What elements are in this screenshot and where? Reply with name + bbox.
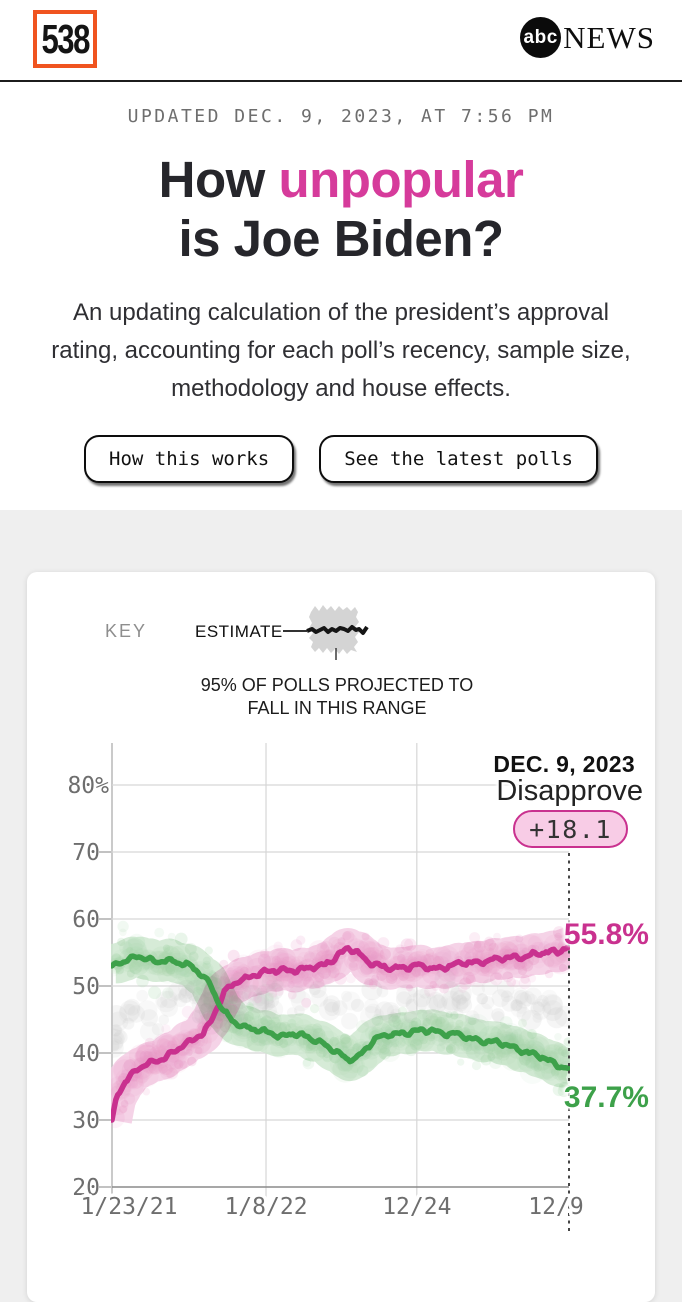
hero-section [0, 0, 682, 510]
updated-timestamp: UPDATED DEC. 9, 2023, AT 7:56 PM [127, 106, 555, 127]
chart-key-label: KEY [105, 621, 148, 641]
annotation-series: Disapprove [496, 775, 643, 807]
svg-text:60: 60 [72, 907, 100, 933]
range-caption-line2: FALL IN THIS RANGE [247, 698, 427, 718]
fivethirtyeight-logo[interactable] [33, 10, 97, 68]
end-label-disapprove: 55.8% [563, 918, 649, 951]
title-prefix: How [158, 151, 279, 208]
margin-badge: +18.1 [513, 810, 628, 848]
svg-text:1/8/22: 1/8/22 [224, 1194, 308, 1220]
svg-text:80%: 80% [67, 773, 109, 799]
abc-circle-text: abc [523, 26, 558, 48]
page-subtitle: An updating calculation of the president’s approval rating, accounting for each poll’s recency, sample size, methodology and house effects. [51, 299, 631, 402]
abc-news-logo[interactable] [520, 17, 655, 58]
chart-key-estimate-label: ESTIMATE [195, 622, 283, 641]
approval-chart-card [27, 572, 655, 1302]
page-title [0, 150, 682, 268]
range-caption-line1: 95% OF POLLS PROJECTED TO [200, 675, 474, 695]
svg-text:1/23/21: 1/23/21 [80, 1194, 178, 1220]
svg-text:50: 50 [72, 974, 100, 1000]
end-label-approve: 37.7% [563, 1081, 649, 1114]
hero-buttons [0, 435, 682, 483]
see-latest-polls-button[interactable]: See the latest polls [319, 435, 598, 483]
svg-text:30: 30 [72, 1108, 100, 1134]
svg-text:70: 70 [72, 840, 100, 866]
fivethirtyeight-logo-text: 538 [41, 15, 89, 62]
svg-text:20: 20 [72, 1175, 100, 1201]
title-line2: is Joe Biden? [178, 210, 504, 267]
how-this-works-button[interactable]: How this works [84, 435, 294, 483]
abc-circle-icon [520, 17, 561, 58]
svg-text:12/24: 12/24 [382, 1194, 452, 1220]
range-caption [177, 674, 497, 720]
svg-text:12/9: 12/9 [528, 1194, 584, 1220]
annotation-date: DEC. 9, 2023 [493, 751, 635, 777]
svg-text:40: 40 [72, 1041, 100, 1067]
title-highlight: unpopular [278, 151, 524, 208]
abc-news-wordmark: NEWS [563, 19, 655, 55]
site-header [0, 0, 682, 82]
